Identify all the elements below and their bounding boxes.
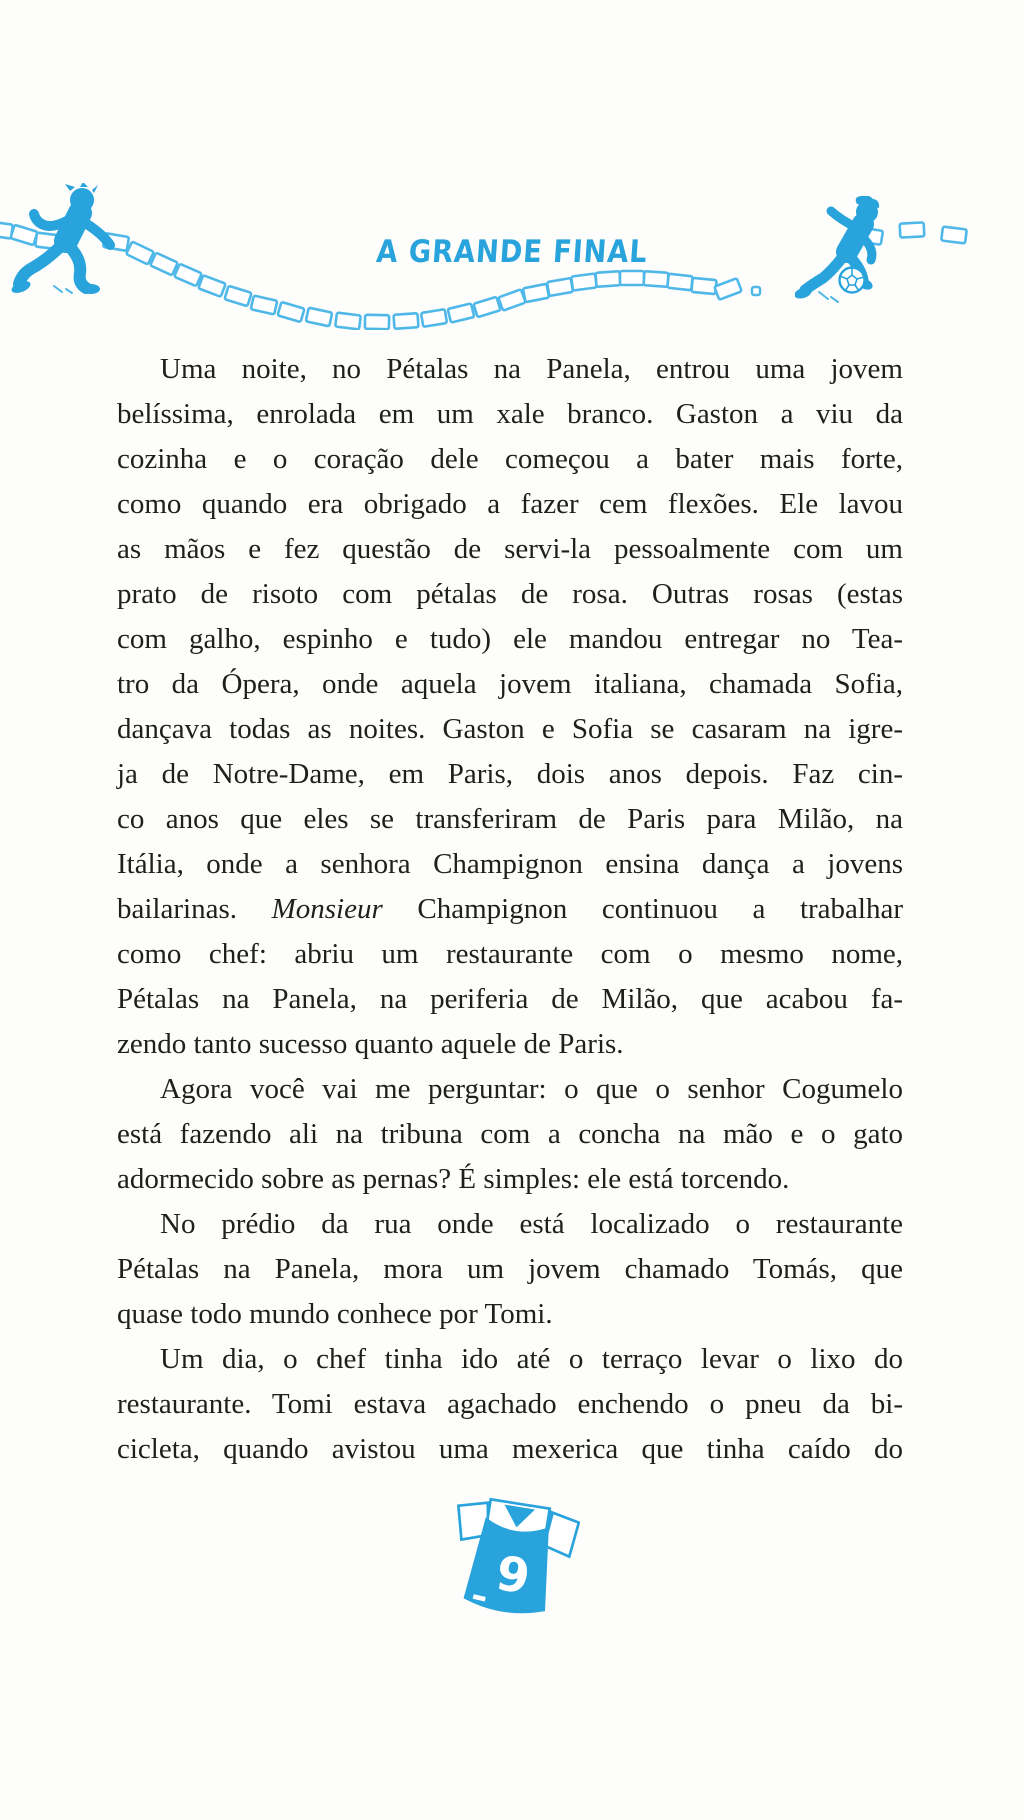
body-text <box>117 347 903 1472</box>
text-line: está fazendo ali na tribuna com a concha na mão e o gato <box>117 1118 903 1150</box>
page-footer <box>0 1492 1024 1642</box>
text-line: Agora você vai me perguntar: o que o senhor Cogumelo <box>160 1073 903 1105</box>
soccer-jersey-icon <box>444 1492 580 1628</box>
text-line: Pétalas na Panela, na periferia de Milão, que acabou fa- <box>117 983 903 1015</box>
chapter-title: A GRANDE FINAL <box>375 234 649 270</box>
soccer-ball-icon <box>840 268 865 293</box>
text-line: Pétalas na Panela, mora um jovem chamado Tomás, que <box>117 1253 903 1285</box>
text-line: Itália, onde a senhora Champignon ensina dança a jovens <box>117 848 903 880</box>
text-line: Uma noite, no Pétalas na Panela, entrou uma jovem <box>160 353 903 385</box>
text-line: co anos que eles se transferiram de Paris para Milão, na <box>117 803 903 835</box>
page-number: 9 <box>492 1546 534 1606</box>
text-line: adormecido sobre as pernas? É simples: ele está torcendo. <box>117 1163 790 1195</box>
soccer-player-right-icon <box>795 196 917 308</box>
text-line: belíssima, enrolada em um xale branco. Gaston a viu da <box>117 398 903 430</box>
text-line: prato de risoto com pétalas de rosa. Outras rosas (estas <box>117 578 903 610</box>
text-line: cozinha e o coração dele começou a bater mais forte, <box>117 443 903 475</box>
chapter-header <box>0 0 1024 340</box>
text-line: como chef: abriu um restaurante com o mesmo nome, <box>117 938 903 970</box>
text-line: Um dia, o chef tinha ido até o terraço levar o lixo do <box>160 1343 903 1375</box>
text-line: No prédio da rua onde está localizado o restaurante <box>160 1208 903 1240</box>
text-line: zendo tanto sucesso quanto aquele de Paris. <box>117 1028 624 1060</box>
text-line: com galho, espinho e tudo) ele mandou entregar no Tea- <box>117 623 903 655</box>
text-line: restaurante. Tomi estava agachado enchendo o pneu da bi- <box>117 1388 903 1420</box>
text-line: como quando era obrigado a fazer cem flexões. Ele lavou <box>117 488 903 520</box>
text-line: quase todo mundo conhece por Tomi. <box>117 1298 553 1330</box>
text-line: bailarinas. Monsieur Champignon continuou a trabalhar <box>117 893 903 925</box>
text-line: cicleta, quando avistou uma mexerica que tinha caído do <box>117 1433 903 1465</box>
text-line: as mãos e fez questão de servi-la pessoalmente com um <box>117 533 903 565</box>
text-line: tro da Ópera, onde aquela jovem italiana, chamada Sofia, <box>117 668 903 700</box>
text-line: ja de Notre-Dame, em Paris, dois anos depois. Faz cin- <box>117 758 903 790</box>
text-line: dançava todas as noites. Gaston e Sofia se casaram na igre- <box>117 713 903 745</box>
